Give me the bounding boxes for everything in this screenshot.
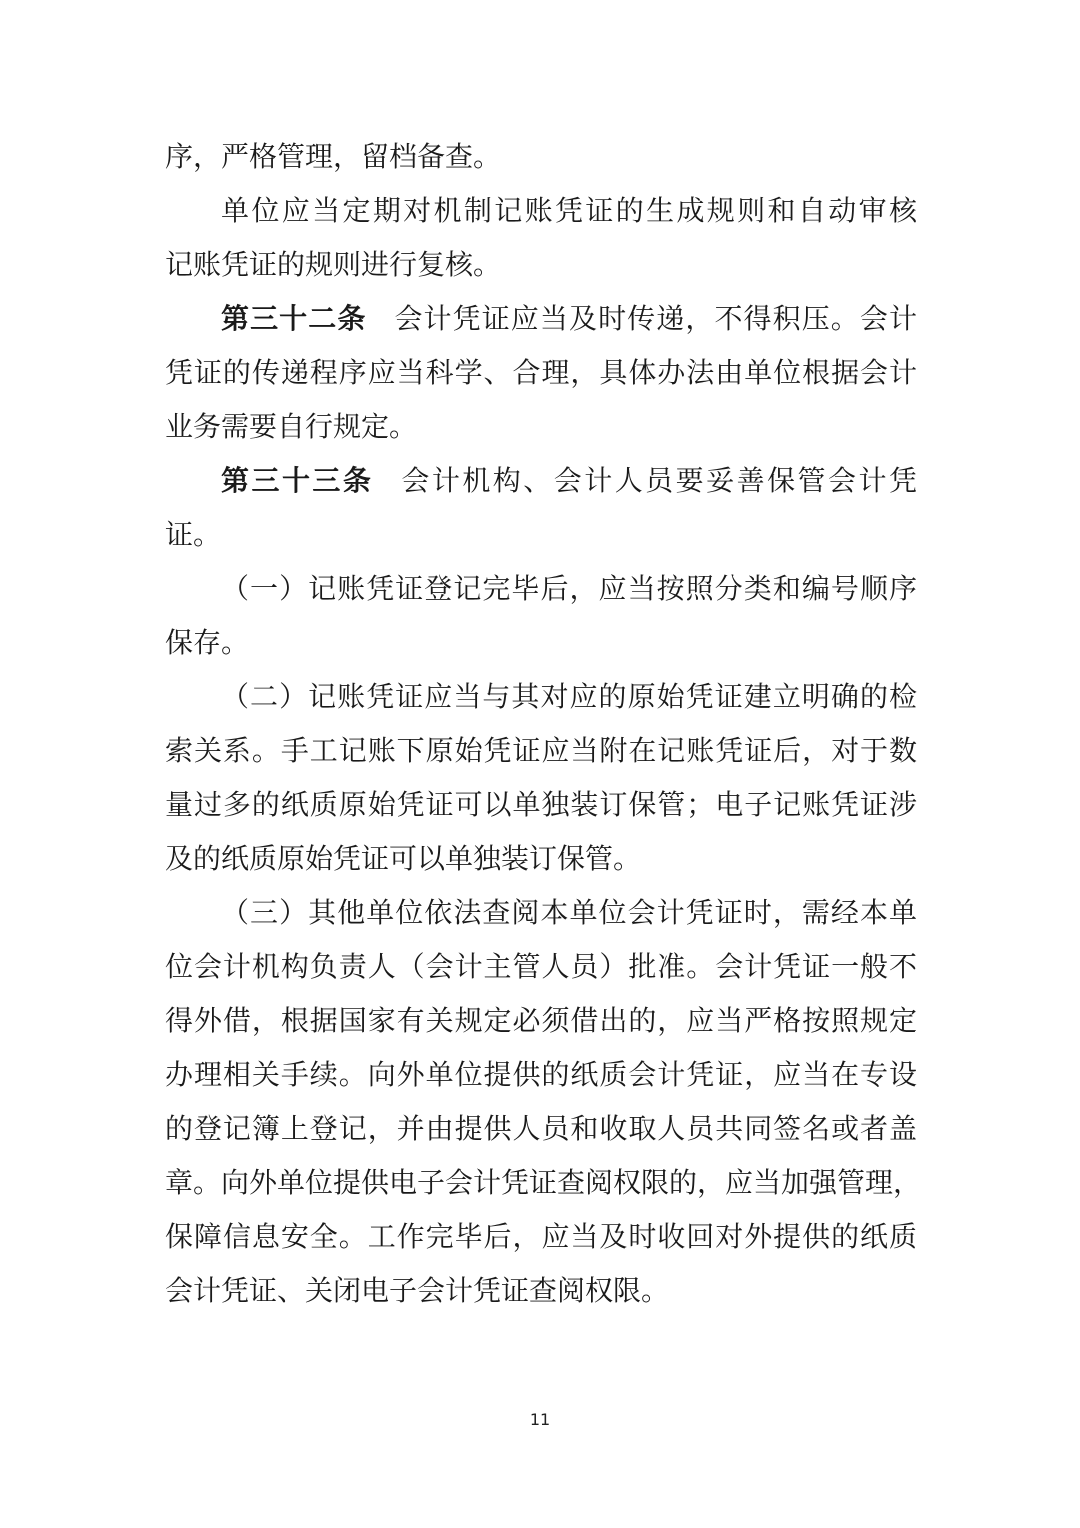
text-line: 保存。 <box>165 626 250 659</box>
text-line: 索关系。手工记账下原始凭证应当附在记账凭证后，对于数 <box>165 734 917 767</box>
text-line: 业务需要自行规定。 <box>165 410 418 443</box>
text-line: 及的纸质原始凭证可以单独装订保管。 <box>165 842 642 875</box>
text-line: 会计凭证、关闭电子会计凭证查阅权限。 <box>165 1274 670 1307</box>
article-heading: 第三十三条 <box>221 464 374 497</box>
text-line <box>165 292 917 346</box>
text-line: 的登记簿上登记，并由提供人员和收取人员共同签名或者盖 <box>165 1112 917 1145</box>
text-line: 办理相关手续。向外单位提供的纸质会计凭证，应当在专设 <box>165 1058 917 1091</box>
text-line: 序，严格管理，留档备查。 <box>165 140 502 173</box>
text-line: （三）其他单位依法查阅本单位会计凭证时，需经本单 <box>221 896 917 929</box>
text-line <box>165 454 917 508</box>
article-heading: 第三十二条 <box>221 302 367 335</box>
page-number: 11 <box>529 1410 551 1429</box>
text-line: 单位应当定期对机制记账凭证的生成规则和自动审核 <box>221 194 917 227</box>
text-line: 凭证的传递程序应当科学、合理，具体办法由单位根据会计 <box>165 356 917 389</box>
text-line: （一）记账凭证登记完毕后，应当按照分类和编号顺序 <box>221 572 917 605</box>
text-line: 量过多的纸质原始凭证可以单独装订保管；电子记账凭证涉 <box>165 788 917 821</box>
article-paragraph <box>165 454 917 562</box>
text-line: 位会计机构负责人（会计主管人员）批准。会计凭证一般不 <box>165 950 917 983</box>
text-span: 会计机构、会计人员要妥善保管会计凭 <box>401 464 917 497</box>
paragraph <box>165 130 917 184</box>
article-paragraph <box>165 292 917 454</box>
text-line: 证。 <box>165 518 222 551</box>
paragraph <box>165 184 917 292</box>
text-line: （二）记账凭证应当与其对应的原始凭证建立明确的检 <box>221 680 917 713</box>
text-line: 章。向外单位提供电子会计凭证查阅权限的，应当加强管理， <box>165 1166 922 1199</box>
paragraph <box>165 670 917 886</box>
text-line: 得外借，根据国家有关规定必须借出的，应当严格按照规定 <box>165 1004 917 1037</box>
text-line: 记账凭证的规则进行复核。 <box>165 248 502 281</box>
paragraph <box>165 562 917 670</box>
text-span: 会计凭证应当及时传递，不得积压。会计 <box>394 302 917 335</box>
paragraph <box>165 886 922 1318</box>
text-line: 保障信息安全。工作完毕后，应当及时收回对外提供的纸质 <box>165 1220 917 1253</box>
document-body <box>165 130 922 1318</box>
